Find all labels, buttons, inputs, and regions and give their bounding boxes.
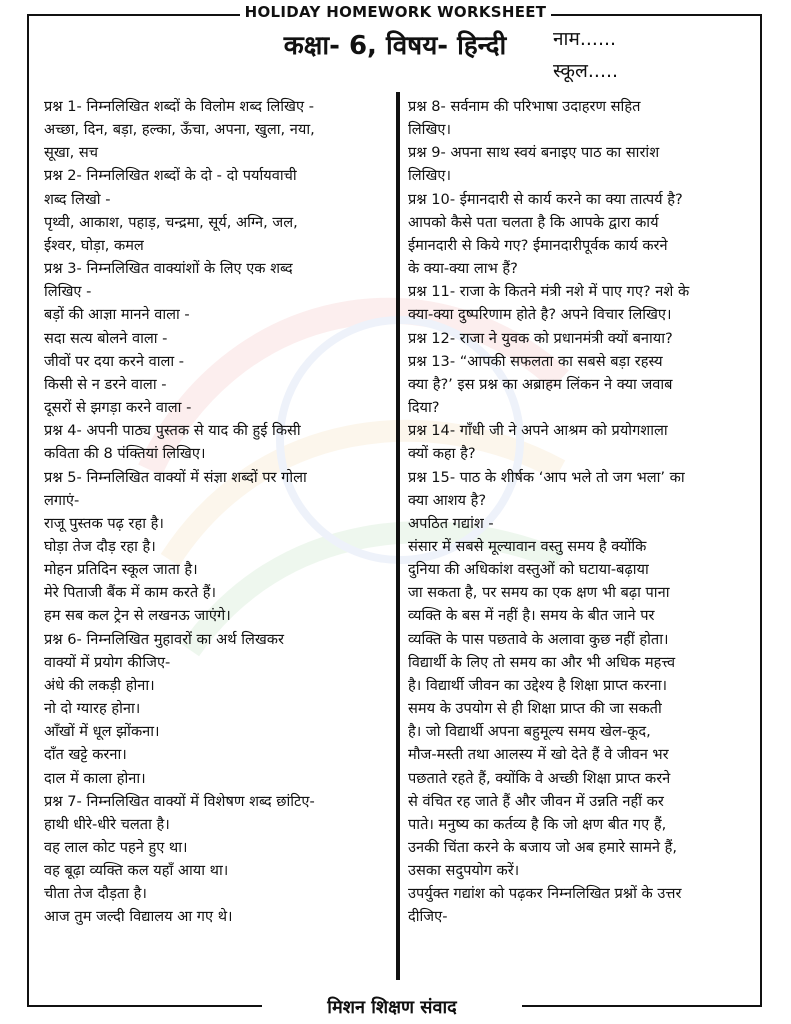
text-line: दिया?: [408, 399, 440, 417]
text-line: लिखिए।: [408, 167, 451, 185]
text-line: क्या-क्या दुष्परिणाम होते है? अपने विचार लिखिए।: [408, 306, 672, 324]
right-column: [408, 95, 756, 929]
text-line: आपको कैसे पता चलता है कि आपके द्वारा कार्य: [408, 213, 659, 231]
text-line: विद्यार्थी के लिए तो समय का और भी अधिक महत्त्व: [408, 653, 676, 671]
text-line: वह बूढ़ा व्यक्ति कल यहाँ आया था।: [44, 862, 229, 880]
text-line: प्रश्न 9- अपना साथ स्वयं बनाइए पाठ का सारांश: [408, 144, 660, 162]
text-line: सूखा, सच: [44, 144, 98, 162]
text-line: प्रश्न 3- निम्नलिखित वाक्यांशों के लिए एक शब्द: [44, 260, 293, 278]
text-line: लगाएं-: [44, 491, 80, 509]
text-line: प्रश्न 8- सर्वनाम की परिभाषा उदाहरण सहित: [408, 98, 641, 115]
text-line: हाथी धीरे-धीरे चलता है।: [44, 815, 170, 833]
text-line: दुनिया की अधिकांश वस्तुओं को घटाया-बढ़ाया: [408, 561, 649, 579]
text-line: प्रश्न 14- गाँधी जी ने अपने आश्रम को प्रयोगशाला: [408, 422, 668, 440]
text-line: से वंचित रह जाते हैं और जीवन में उन्नति नहीं कर: [408, 792, 664, 810]
text-line: मेरे पिताजी बैंक में काम करते हैं।: [44, 584, 217, 602]
text-line: सदा सत्य बोलने वाला -: [44, 329, 168, 347]
text-line: दाल में काला होना।: [44, 769, 146, 787]
text-line: आज तुम जल्दी विद्यालय आ गए थे।: [44, 908, 233, 926]
text-line: उनकी चिंता करने के बजाय जो अब हमारे सामने हैं,: [408, 839, 678, 856]
text-line: मोहन प्रतिदिन स्कूल जाता है।: [44, 561, 198, 579]
text-line: किसी से न डरने वाला -: [44, 375, 167, 393]
text-line: उपर्युक्त गद्यांश को पढ़कर निम्नलिखित प्रश्नों के उत्तर: [408, 885, 682, 903]
text-line: प्रश्न 6- निम्नलिखित मुहावरों का अर्थ लिखकर: [44, 630, 284, 648]
text-line: प्रश्न 15- पाठ के शीर्षक ‘आप भले तो जग भला’ का: [408, 468, 685, 486]
text-line: ईश्वर, घोड़ा, कमल: [44, 236, 144, 254]
text-line: लिखिए -: [44, 283, 92, 301]
text-line: व्यक्ति के बस में नहीं है। समय के बीत जाने पर: [408, 607, 655, 625]
text-line: है। विद्यार्थी जीवन का उद्देश्य है शिक्षा प्राप्त करना।: [408, 676, 668, 694]
text-line: प्रश्न 7- निम्नलिखित वाक्यों में विशेषण शब्द छांटिए-: [44, 792, 315, 810]
column-divider: [396, 92, 400, 980]
text-line: प्रश्न 2- निम्नलिखित शब्दों के दो - दो पर्यायवाची: [44, 167, 297, 185]
text-line: घोड़ा तेज दौड़ रहा है।: [44, 537, 156, 555]
footer-brand: मिशन शिक्षण संवाद: [262, 997, 522, 1021]
text-line: पछताते रहते हैं, क्योंकि वे अच्छी शिक्षा प्राप्त करने: [408, 769, 671, 787]
worksheet-header-title: HOLIDAY HOMEWORK WORKSHEET: [240, 2, 551, 22]
text-line: क्या आशय है?: [408, 491, 487, 509]
text-line: कविता की 8 पंक्तियां लिखिए।: [44, 445, 206, 463]
text-line: प्रश्न 11- राजा के कितने मंत्री नशे में पाए गए? नशे के: [408, 283, 690, 301]
text-line: प्रश्न 5- निम्नलिखित वाक्यों में संज्ञा शब्दों पर गोला: [44, 468, 307, 486]
text-line: दीजिए-: [408, 908, 448, 926]
text-line: राजू पुस्तक पढ़ रहा है।: [44, 514, 164, 532]
text-line: के क्या-क्या लाभ हैं?: [408, 260, 518, 278]
left-column: [44, 95, 386, 929]
text-line: उसका सदुपयोग करें।: [408, 862, 520, 880]
text-line: संसार में सबसे मूल्यावान वस्तु समय है क्योंकि: [408, 537, 647, 555]
text-line: प्रश्न 4- अपनी पाठ्य पुस्तक से याद की हुई किसी: [44, 422, 301, 440]
text-line: समय के उपयोग से ही शिक्षा प्राप्त की जा सकती: [408, 700, 662, 718]
name-field: नाम......: [553, 28, 617, 50]
text-line: वह लाल कोट पहने हुए था।: [44, 839, 188, 856]
text-line: हम सब कल ट्रेन से लखनऊ जाएंगे।: [44, 607, 231, 625]
text-line: पृथ्वी, आकाश, पहाड़, चन्द्रमा, सूर्य, अग्नि, जल,: [44, 213, 298, 231]
text-line: अपठित गद्यांश -: [408, 514, 494, 532]
text-line: क्यों कहा है?: [408, 445, 476, 463]
text-line: जीवों पर दया करने वाला -: [44, 352, 185, 370]
text-line: प्रश्न 10- ईमानदारी से कार्य करने का क्या तात्पर्य है?: [408, 190, 683, 208]
text-line: आँखों में धूल झोंकना।: [44, 723, 160, 741]
text-line: प्रश्न 12- राजा ने युवक को प्रधानमंत्री क्यों बनाया?: [408, 329, 673, 347]
text-line: व्यक्ति के पास पछतावे के अलावा कुछ नहीं होता।: [408, 630, 669, 648]
text-line: बड़ों की आज्ञा मानने वाला -: [44, 306, 190, 324]
text-line: चीता तेज दौड़ता है।: [44, 885, 147, 903]
text-line: मौज-मस्ती तथा आलस्य में खो देते हैं वे जीवन भर: [408, 746, 669, 764]
text-line: ईमानदारी से किये गए? ईमानदारीपूर्वक कार्य करने: [408, 236, 668, 254]
text-line: प्रश्न 1- निम्नलिखित शब्दों के विलोम शब्द लिखिए -: [44, 98, 314, 115]
text-line: जा सकता है, पर समय का एक क्षण भी बढ़ा पाना: [408, 584, 670, 602]
text-line: क्या है?’ इस प्रश्न का अब्राहम लिंकन ने क्या जवाब: [408, 375, 673, 393]
text-line: शब्द लिखो -: [44, 190, 111, 208]
text-line: प्रश्न 13- “आपकी सफलता का सबसे बड़ा रहस्य: [408, 352, 663, 370]
school-field: स्कूल.....: [553, 60, 619, 82]
text-line: पाते। मनुष्य का कर्तव्य है कि जो क्षण बीत गए हैं,: [408, 815, 667, 833]
text-line: दूसरों से झगड़ा करने वाला -: [44, 399, 192, 417]
text-line: नो दो ग्यारह होना।: [44, 700, 141, 718]
text-line: दाँत खट्टे करना।: [44, 746, 127, 764]
text-line: अच्छा, दिन, बड़ा, हल्का, ऊँचा, अपना, खुला, नया,: [44, 121, 315, 139]
text-line: वाक्यों में प्रयोग कीजिए-: [44, 653, 171, 671]
class-subject-title: कक्षा- 6, विषय- हिन्दी: [283, 31, 507, 61]
text-line: अंधे की लकड़ी होना।: [44, 676, 155, 694]
text-line: है। जो विद्यार्थी अपना बहुमूल्य समय खेल-कूद,: [408, 723, 651, 741]
text-line: लिखिए।: [408, 121, 451, 139]
